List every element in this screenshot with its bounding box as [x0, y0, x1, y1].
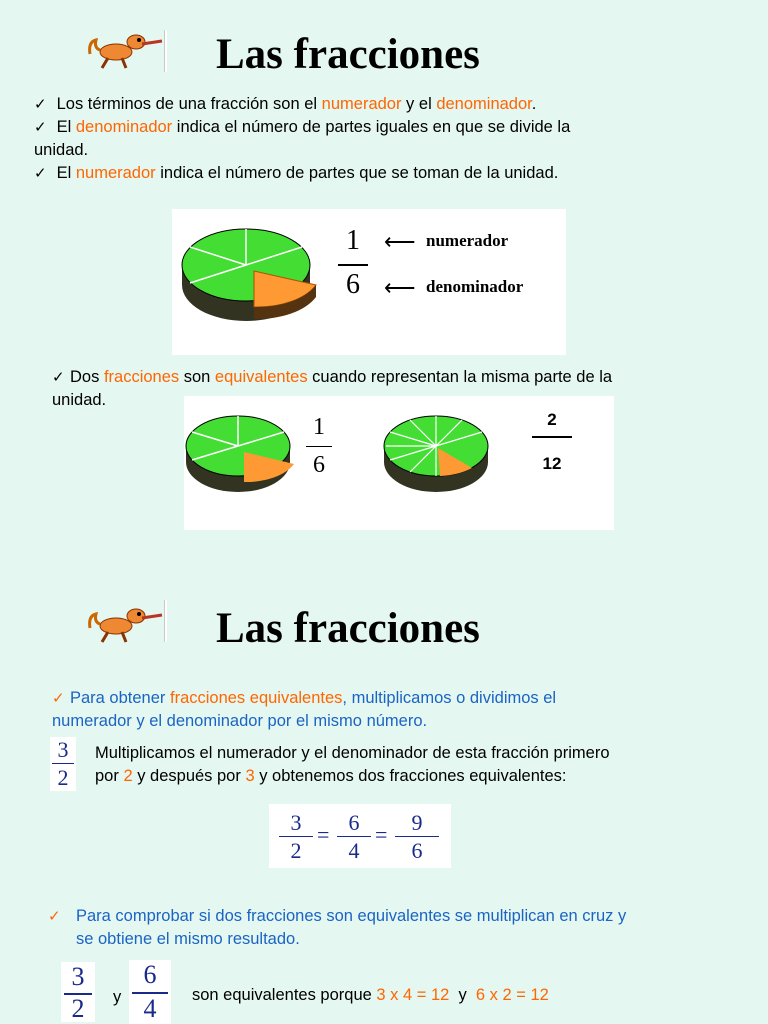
- pie-chart-icon: [178, 215, 328, 327]
- cross-denominator: 4: [143, 994, 157, 1023]
- page-title: Las fracciones: [216, 31, 480, 78]
- check-icon: ✓: [34, 165, 47, 182]
- equals-sign: =: [375, 822, 388, 847]
- bullet-text: se obtiene el mismo resultado.: [76, 930, 300, 948]
- paragraph-text: y obtenemos dos fracciones equivalentes:: [254, 767, 567, 785]
- bullet-obtain: [52, 687, 752, 733]
- term-denominator: denominador: [436, 95, 532, 113]
- fraction-bar: [52, 763, 74, 764]
- term-numerator: numerador: [321, 95, 402, 113]
- eq-numerator: 3: [290, 810, 302, 835]
- eq-denominator: 2: [290, 838, 302, 863]
- equals-sign: =: [317, 822, 330, 847]
- bullet-text: y el: [401, 95, 437, 113]
- bullet-denominator: [34, 116, 734, 162]
- bullet-text: Dos: [70, 368, 104, 386]
- bullet-numerator: [34, 162, 734, 185]
- bullet-text: El: [56, 164, 76, 182]
- conjunction-y: y: [458, 986, 467, 1004]
- fraction-bar: [395, 836, 439, 837]
- multiply-text: [95, 742, 755, 788]
- eq-numerator: 9: [411, 810, 423, 835]
- fraction-3-2: [50, 737, 76, 791]
- product-2: 6 x 2 = 12: [475, 986, 549, 1004]
- fraction-denominator: 2: [57, 765, 69, 790]
- check-icon: ✓: [52, 690, 65, 707]
- bullet-text: indica el número de partes que se toman de la unidad.: [155, 164, 559, 182]
- page-title-2: Las fracciones: [216, 605, 480, 652]
- fraction-bar: [337, 836, 371, 837]
- pie-sixths-icon: [184, 402, 296, 498]
- label-numerator: numerador: [426, 231, 509, 250]
- check-icon: ✓: [48, 908, 61, 925]
- mascot-icon: [86, 24, 170, 72]
- paragraph-text: son equivalentes porque: [192, 986, 377, 1004]
- fraction-bar: [532, 436, 572, 438]
- bullet-text: Para obtener: [70, 689, 170, 707]
- bullet-text: .: [531, 95, 537, 113]
- cross-numerator: 3: [71, 962, 85, 991]
- bullet-text: Los términos de una fracción son el: [56, 95, 322, 113]
- cross-fraction-2: [129, 960, 171, 1024]
- arrow-left-icon: ⟵: [384, 229, 416, 254]
- equiv-numerator-2: 2: [547, 410, 557, 429]
- check-icon: ✓: [34, 96, 47, 113]
- paragraph-text: y después por: [132, 767, 246, 785]
- term-equivalent-fractions: fracciones equivalentes: [169, 689, 343, 707]
- bullet-text: El: [56, 118, 76, 136]
- fraction-numerator: 3: [57, 737, 69, 762]
- equiv-denominator-1: 6: [313, 452, 325, 478]
- eq-denominator: 4: [348, 838, 360, 863]
- equiv-denominator-2: 12: [542, 454, 562, 473]
- term-numerator: numerador: [75, 164, 156, 182]
- bullet-text: son: [179, 368, 215, 386]
- bullet-text: unidad.: [52, 391, 107, 409]
- fraction-bar: [338, 264, 368, 266]
- check-icon: ✓: [34, 119, 47, 136]
- label-denominator: denominador: [426, 277, 524, 296]
- pie-twelfths-icon: [382, 402, 494, 498]
- bullet-text: indica el número de partes iguales en que se divide la: [172, 118, 571, 136]
- title-divider: [164, 600, 167, 642]
- fraction-diagram: [172, 209, 566, 355]
- equivalence-equation: [269, 804, 451, 868]
- conjunction-y: y: [113, 988, 122, 1006]
- check-icon: ✓: [52, 369, 65, 386]
- cross-numerator: 6: [143, 960, 157, 989]
- eq-denominator: 6: [411, 838, 423, 863]
- multiplier-2: 2: [123, 767, 133, 785]
- cross-denominator: 2: [71, 994, 85, 1023]
- fraction-bar: [306, 446, 332, 447]
- term-denominator: denominador: [75, 118, 173, 136]
- diagram-numerator: 1: [346, 225, 360, 256]
- arrow-left-icon: ⟵: [384, 275, 416, 300]
- cross-fraction-1: [61, 962, 95, 1022]
- mascot-icon: [86, 598, 170, 646]
- bullet-text: unidad.: [34, 141, 89, 159]
- equiv-numerator-1: 1: [313, 414, 325, 440]
- eq-numerator: 6: [348, 810, 360, 835]
- bullet-cross-multiply: [48, 905, 758, 951]
- title-divider: [164, 30, 167, 72]
- bullet-text: numerador y el denominador por el mismo número.: [52, 712, 428, 730]
- bullet-text: , multiplicamos o dividimos el: [342, 689, 557, 707]
- paragraph-text: Multiplicamos el numerador y el denominador de esta fracción primero: [95, 744, 610, 762]
- diagram-denominator: 6: [346, 269, 360, 300]
- term-equivalent: equivalentes: [214, 368, 308, 386]
- multiplier-3: 3: [245, 767, 255, 785]
- term-fractions: fracciones: [103, 368, 180, 386]
- bullet-text: cuando representan la misma parte de la: [307, 368, 613, 386]
- fraction-bar: [279, 836, 313, 837]
- cross-result-text: [192, 984, 752, 1007]
- paragraph-text: por: [95, 767, 124, 785]
- bullet-terms: [34, 93, 734, 116]
- bullet-text: Para comprobar si dos fracciones son equivalentes se multiplican en cruz y: [76, 907, 627, 925]
- product-1: 3 x 4 = 12: [376, 986, 450, 1004]
- equivalence-diagram: [184, 396, 614, 530]
